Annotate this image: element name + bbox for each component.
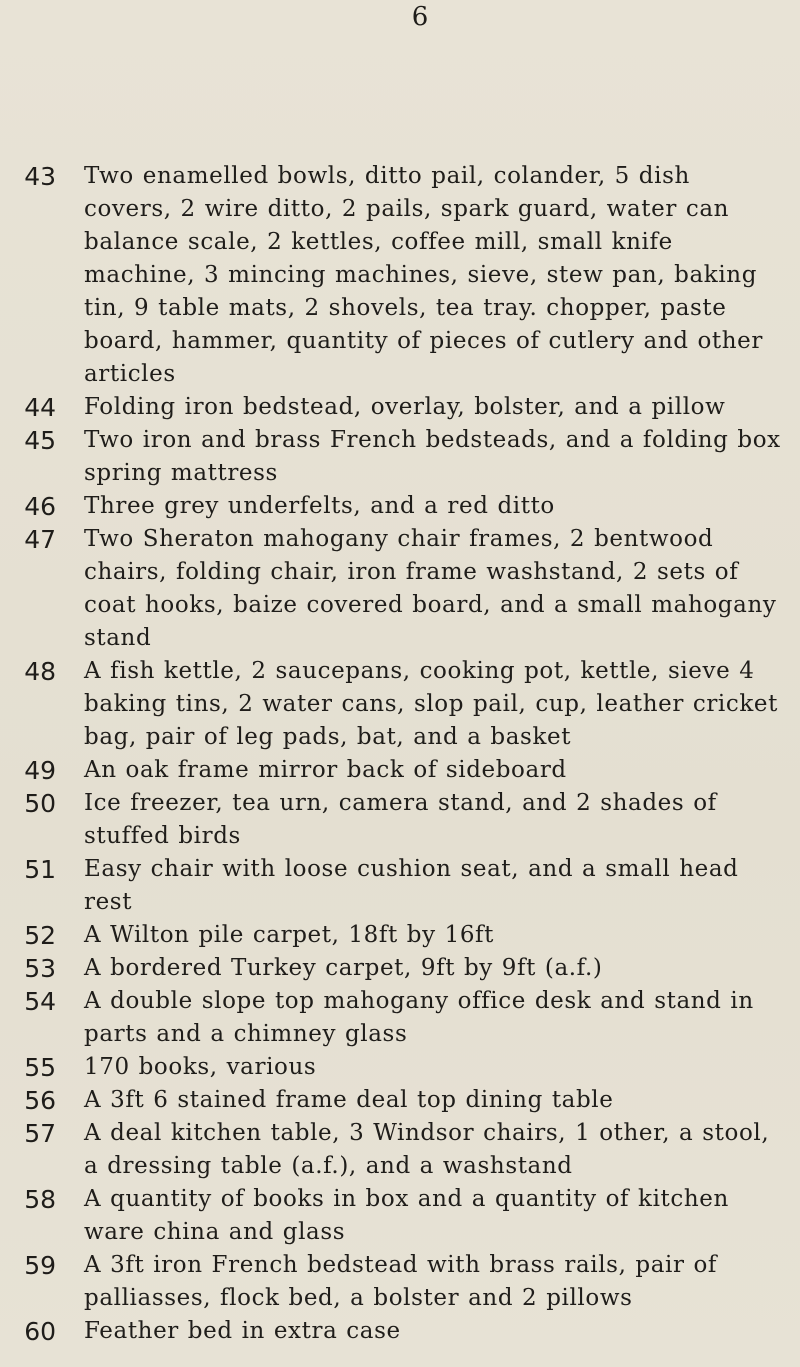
- lot-number: 58: [24, 1185, 56, 1214]
- lot-description: Easy chair with loose cushion seat, and a small head rest: [84, 856, 739, 915]
- lot-description: Three grey underfelts, and a red ditto: [84, 493, 555, 519]
- lot-number: 52: [24, 921, 56, 950]
- lot-number: 49: [24, 756, 56, 785]
- lot-number: 47: [24, 525, 56, 554]
- lot-description: Folding iron bedstead, overlay, bolster, and a pillow: [84, 394, 726, 420]
- lot-description: A Wilton pile carpet, 18ft by 16ft: [84, 922, 495, 948]
- lot-number: 45: [24, 426, 56, 455]
- lot-entry-49: [0, 754, 800, 787]
- lot-description: A quantity of books in box and a quantity of kitchen ware china and glass: [84, 1186, 729, 1245]
- lot-entry-48: [0, 655, 800, 754]
- lot-description: A bordered Turkey carpet, 9ft by 9ft (a.f.): [84, 955, 603, 981]
- lot-entry-55: [0, 1051, 800, 1084]
- lot-entry-52: [0, 919, 800, 952]
- lot-description: 170 books, various: [84, 1054, 317, 1080]
- lot-list: [0, 30, 800, 1348]
- lot-number: 53: [24, 954, 56, 983]
- lot-entry-44: [0, 391, 800, 424]
- lot-number: 56: [24, 1086, 56, 1115]
- lot-description: A 3ft 6 stained frame deal top dining table: [84, 1087, 614, 1113]
- lot-description: A fish kettle, 2 saucepans, cooking pot, kettle, sieve 4 baking tins, 2 water cans, slop pail, cup, leather cricket bag, pair of leg pads, bat, and a basket: [84, 658, 778, 750]
- lot-description: An oak frame mirror back of sideboard: [84, 757, 567, 783]
- lot-entry-47: [0, 523, 800, 655]
- lot-number: 54: [24, 987, 56, 1016]
- lot-entry-58: [0, 1183, 800, 1249]
- lot-number: 43: [24, 162, 56, 191]
- lot-entry-45: [0, 424, 800, 490]
- lot-description: A deal kitchen table, 3 Windsor chairs, 1 other, a stool, a dressing table (a.f.), and a washstand: [84, 1120, 770, 1179]
- lot-entry-56: [0, 1084, 800, 1117]
- lot-entry-59: [0, 1249, 800, 1315]
- lot-entry-60: [0, 1315, 800, 1348]
- lot-number: 55: [24, 1053, 56, 1082]
- lot-description: A double slope top mahogany office desk and stand in parts and a chimney glass: [84, 988, 754, 1047]
- lot-entry-54: [0, 985, 800, 1051]
- lot-description: Ice freezer, tea urn, camera stand, and 2 shades of stuffed birds: [84, 790, 717, 849]
- lot-number: 50: [24, 789, 56, 818]
- lot-description: Two Sheraton mahogany chair frames, 2 bentwood chairs, folding chair, iron frame washstand, 2 sets of coat hooks, baize covered board, and a small mahogany stand: [84, 526, 777, 651]
- lot-number: 44: [24, 393, 56, 422]
- lot-number: 51: [24, 855, 56, 884]
- page-number: 6: [411, 2, 429, 32]
- lot-number: 60: [24, 1317, 56, 1346]
- lot-description: Two iron and brass French bedsteads, and a folding box spring mattress: [84, 427, 781, 486]
- lot-description: Two enamelled bowls, ditto pail, colander, 5 dish covers, 2 wire ditto, 2 pails, spark guard, water can balance scale, 2 kettles, coffee mill, small knife machine, 3 mincing machines, sieve, stew pan, baking tin, 9 table mats, 2 shovels, tea tray. chopper, paste board, hammer, quantity of pieces of cutlery and other articles: [84, 163, 763, 387]
- lot-number: 57: [24, 1119, 56, 1148]
- lot-description: A 3ft iron French bedstead with brass rails, pair of palliasses, flock bed, a bolster and 2 pillows: [84, 1252, 718, 1311]
- lot-entry-53: [0, 952, 800, 985]
- lot-entry-57: [0, 1117, 800, 1183]
- lot-entry-51: [0, 853, 800, 919]
- lot-description: Feather bed in extra case: [84, 1318, 401, 1344]
- lot-number: 59: [24, 1251, 56, 1280]
- lot-entry-43: [0, 160, 800, 391]
- lot-number: 48: [24, 657, 56, 686]
- lot-number: 46: [24, 492, 56, 521]
- lot-entry-46: [0, 490, 800, 523]
- lot-entry-50: [0, 787, 800, 853]
